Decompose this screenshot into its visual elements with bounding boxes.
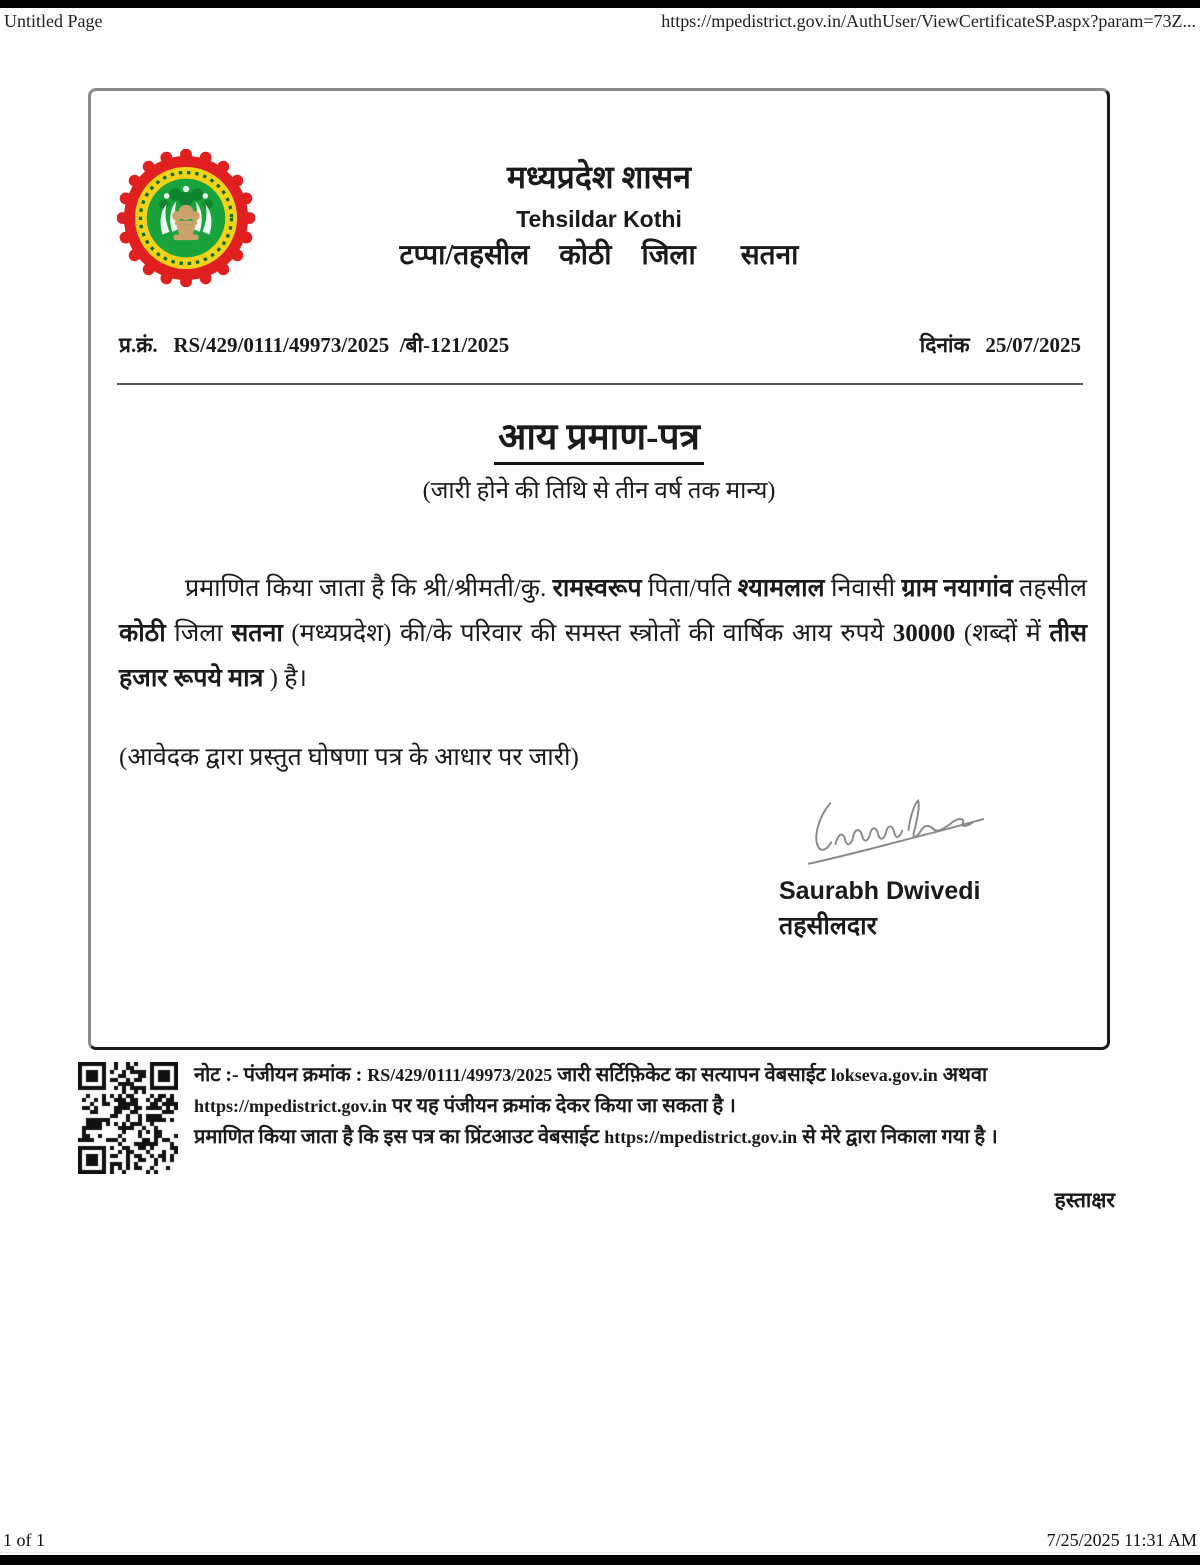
government-name: मध्यप्रदेश शासन [506,159,692,195]
signature-block [779,789,1059,942]
header-divider [117,383,1083,385]
signature-label: हस्ताक्षर [1054,1188,1115,1212]
signatory-name: Saurabh Dwivedi [779,877,981,905]
signatory-designation: तहसीलदार [779,913,877,940]
scan-bottom-bar [0,1555,1200,1565]
certificate-title: आय प्रमाण-पत्र [494,409,704,465]
printout-note: प्रमाणित किया जाता है कि इस पत्र का प्रिंटआउट वेबसाईट https://mpedistrict.gov.in से मेरे द्वारा निकाला गया है । [194,1126,998,1148]
footer-divider [0,1552,1200,1553]
validity-note: (जारी होने की तिथि से तीन वर्ष तक मान्य) [422,478,776,504]
print-timestamp: 7/25/2025 11:31 AM [1046,1530,1197,1550]
certificate-body: प्रमाणित किया जाता है कि श्री/श्रीमती/कु. रामस्वरूप पिता/पति श्यामलाल निवासी ग्राम नयागांव तहसील कोठी जिला सतना (मध्यप्रदेश) की/के परिवार की समस्त स्त्रोतों की वार्षिक आय रुपये 30000 (शब्दों में तीस हजार रूपये मात्र ) है। [119,575,1087,692]
office-name-hindi: टप्पा/तहसील कोठी जिला सतना [399,239,799,271]
issued-basis-note: (आवेदक द्वारा प्रस्तुत घोषणा पत्र के आधार पर जारी) [119,744,579,771]
reference-number: प्र.क्रं. RS/429/0111/49973/2025 /बी-121/2025 [119,333,510,357]
verification-note: नोट :- पंजीयन क्रमांक : RS/429/0111/49973/2025 जारी सर्टिफ़िकेट का सत्यापन वेबसाईट lokseva.gov.in अथवा https://mpedistrict.gov.in पर यह पंजीयन क्रमांक देकर किया जा सकता है । [194,1064,988,1117]
reference-row [119,331,1081,359]
handwritten-signature-image [787,789,1005,869]
page-count: 1 of 1 [3,1530,45,1550]
print-header-url: https://mpedistrict.gov.in/AuthUser/ViewCertificateSP.aspx?param=73Z... [661,11,1196,31]
print-header-title: Untitled Page [4,11,103,31]
footer-notes [194,1060,1029,1153]
title-block [91,409,1107,506]
qr-code [78,1062,178,1174]
issue-date: दिनांक 25/07/2025 [919,333,1081,357]
certificate-header [91,157,1107,273]
scan-top-bar [0,0,1200,8]
office-name-english: Tehsildar Kothi [516,206,682,232]
print-header [4,11,1196,32]
print-footer [3,1530,1197,1551]
certificate-page [88,88,1110,1050]
